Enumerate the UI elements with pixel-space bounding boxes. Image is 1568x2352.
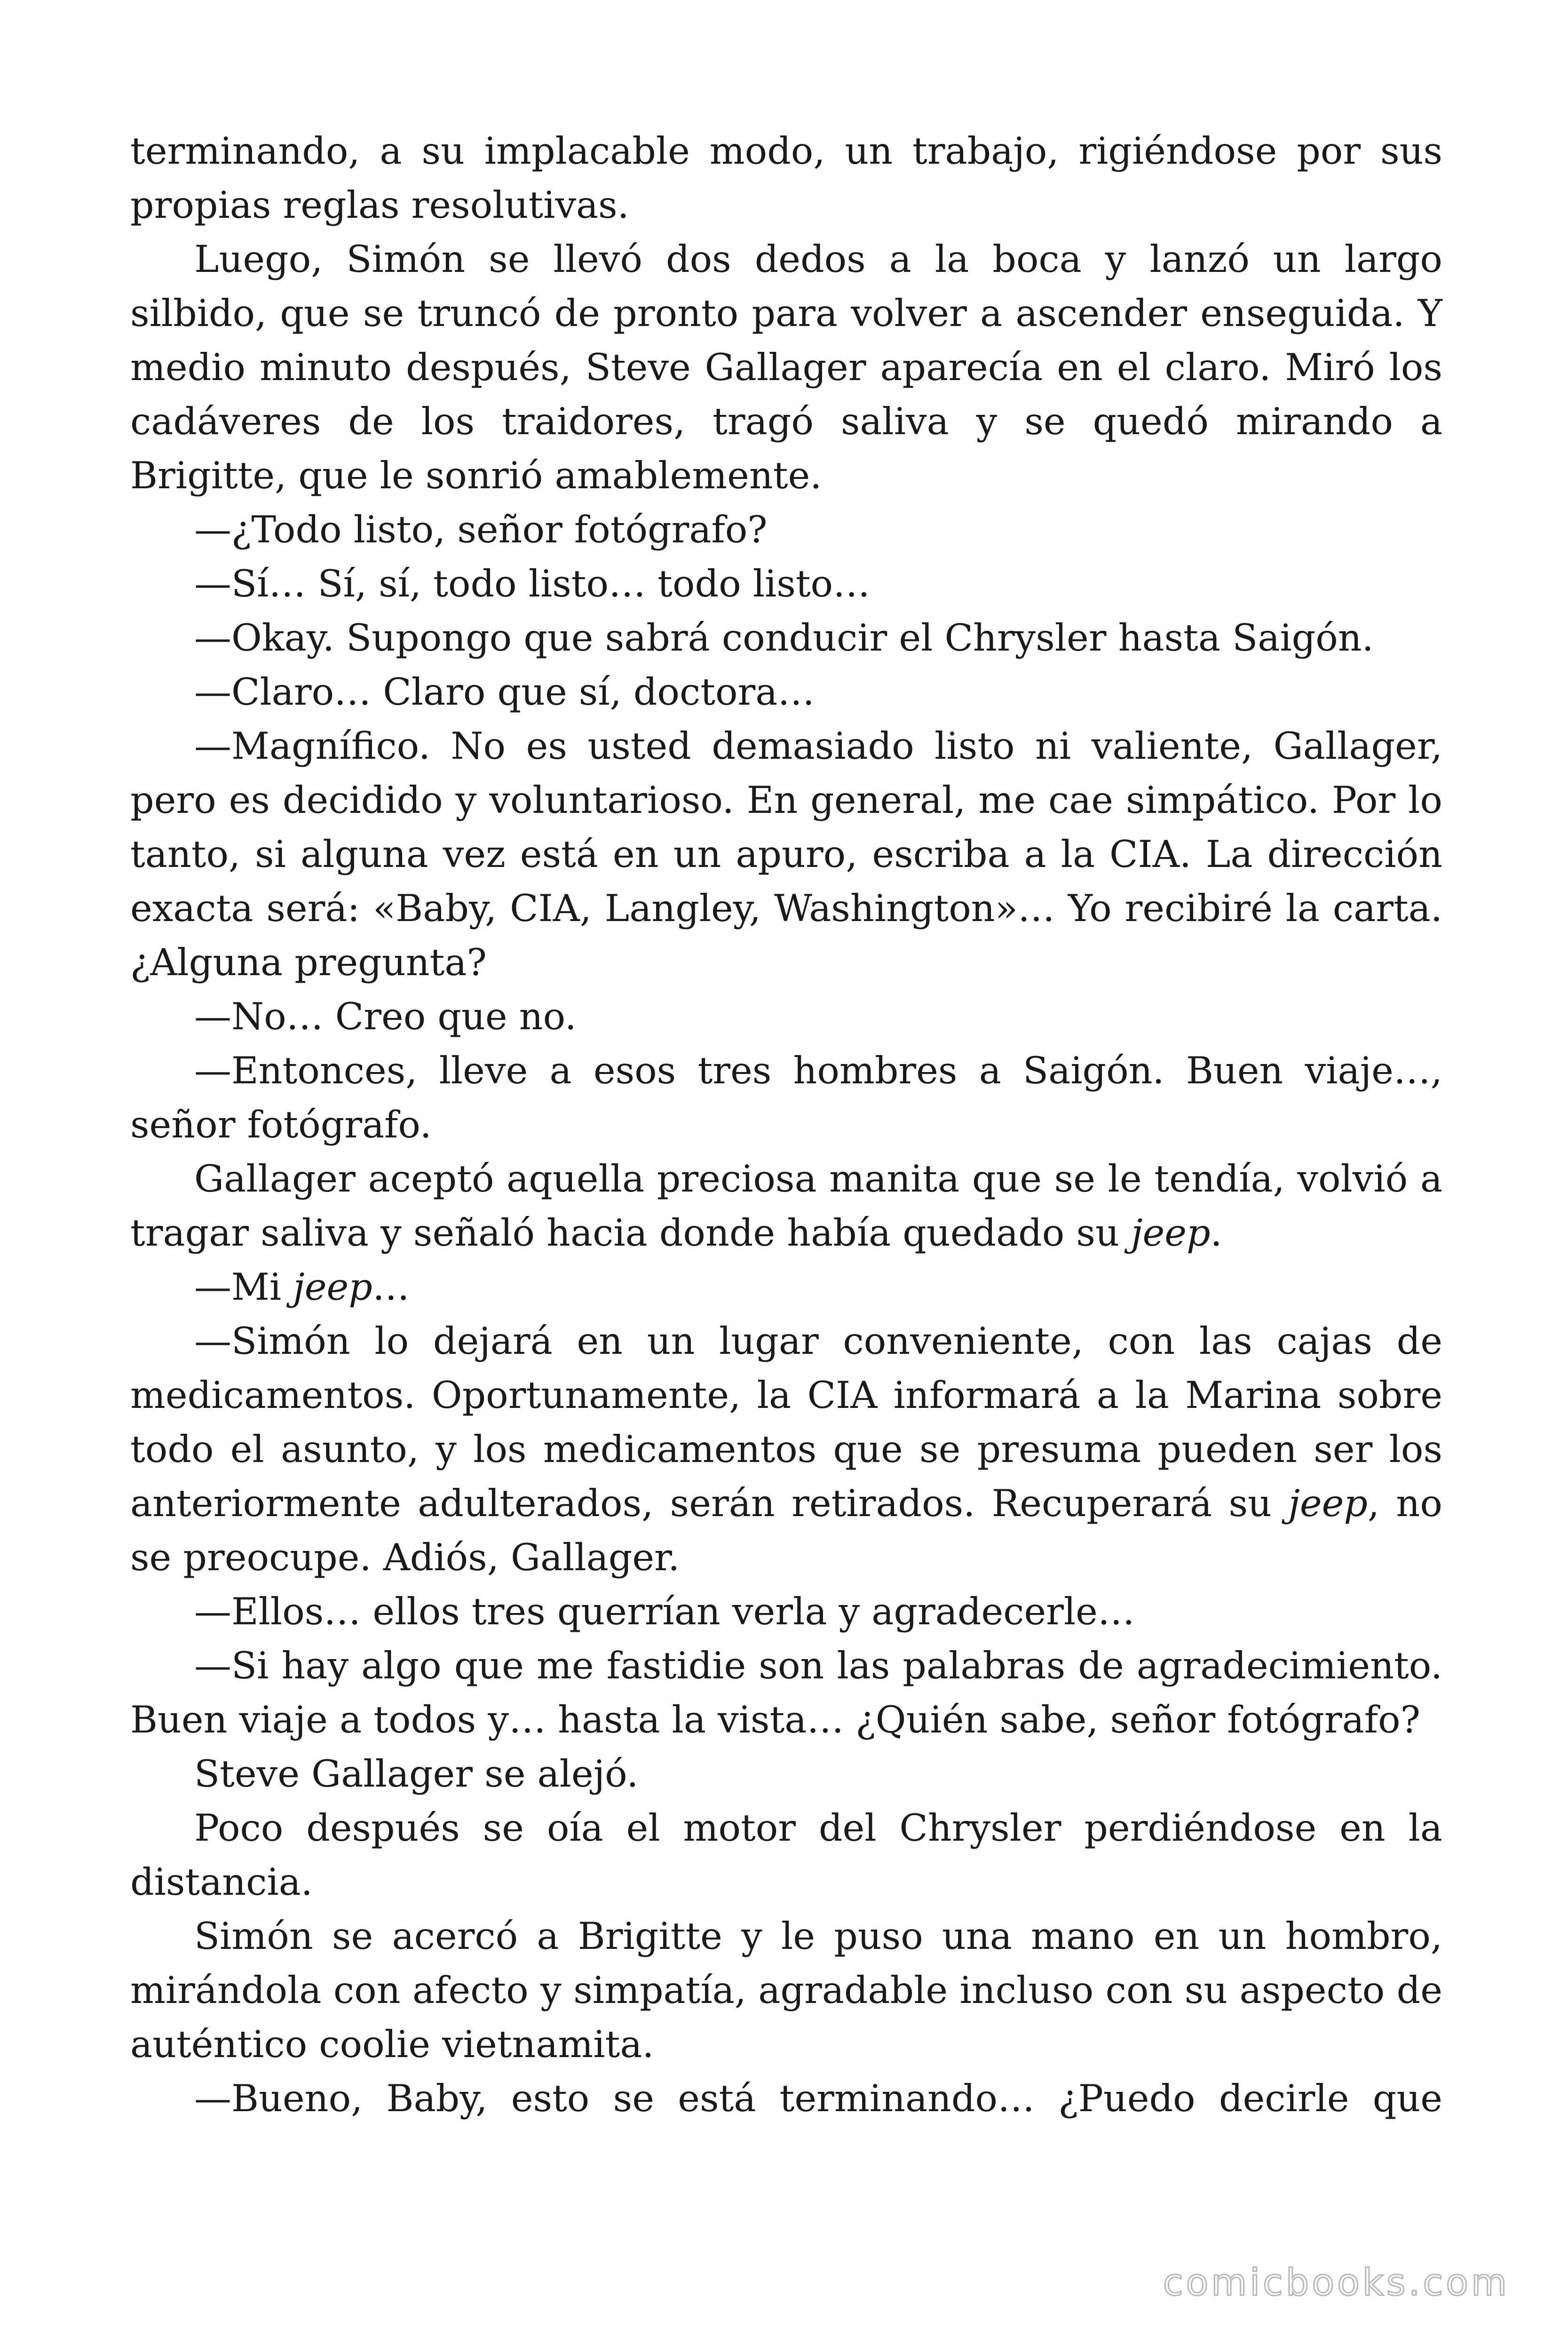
paragraph: —Magnífico. No es usted demasiado listo ni valiente, Gallager, pero es decidido y voluntarioso. En general, me cae simpático. Por lo tanto, si alguna vez está en un apuro, escriba a la CIA. La dirección exacta será: «Baby, CIA, Langley, Washington»… Yo recibiré la carta. ¿Alguna pregunta?	[130, 724, 1442, 984]
paragraph: —Entonces, lleve a esos tres hombres a Saigón. Buen viaje…, señor fotógrafo.	[130, 1049, 1442, 1146]
paragraph: —Sí… Sí, sí, todo listo… todo listo…	[194, 562, 871, 605]
paragraph: —No… Creo que no.	[194, 995, 577, 1038]
paragraph: —Mi jeep…	[194, 1265, 410, 1309]
book-page-text	[130, 124, 1442, 2126]
paragraph: terminando, a su implacable modo, un trabajo, rigiéndose por sus propias reglas resolutivas.	[130, 129, 1442, 227]
paragraph: —Claro… Claro que sí, doctora…	[194, 670, 815, 714]
paragraph: —¿Todo listo, señor fotógrafo?	[194, 508, 768, 551]
paragraph: —Simón lo dejará en un lugar conveniente, con las cajas de medicamentos. Oportunamente, la CIA informará a la Marina sobre todo el asunto, y los medicamentos que se presuma pueden ser los anteriormente adulterados, serán retirados. Recuperará su jeep, no se preocupe. Adiós, Gallager.	[130, 1319, 1442, 1579]
paragraph: Steve Gallager se alejó.	[194, 1752, 639, 1796]
paragraph: —Okay. Supongo que sabrá conducir el Chrysler hasta Saigón.	[194, 616, 1374, 660]
paragraph: Simón se acercó a Brigitte y le puso una mano en un hombro, mirándola con afecto y simpatía, agradable incluso con su aspecto de auténtico coolie vietnamita.	[130, 1915, 1442, 2066]
paragraph: —Ellos… ellos tres querrían verla y agradecerle…	[194, 1590, 1135, 1633]
paragraph: Poco después se oía el motor del Chrysler perdiéndose en la distancia.	[130, 1806, 1442, 1904]
watermark-logo: comicbooks.com	[1163, 2262, 1510, 2304]
paragraph: Gallager aceptó aquella preciosa manita que se le tendía, volvió a tragar saliva y señaló hacia donde había quedado su jeep.	[130, 1157, 1442, 1255]
paragraph: Luego, Simón se llevó dos dedos a la boca y lanzó un largo silbido, que se truncó de pronto para volver a ascender enseguida. Y medio minuto después, Steve Gallager aparecía en el claro. Miró los cadáveres de los traidores, tragó saliva y se quedó mirando a Brigitte, que le sonrió amablemente.	[130, 238, 1442, 497]
paragraph: —Bueno, Baby, esto se está terminando… ¿Puedo decirle que	[194, 2077, 1442, 2120]
paragraph: —Si hay algo que me fastidie son las palabras de agradecimiento. Buen viaje a todos y… hasta la vista… ¿Quién sabe, señor fotógrafo?	[130, 1644, 1442, 1741]
